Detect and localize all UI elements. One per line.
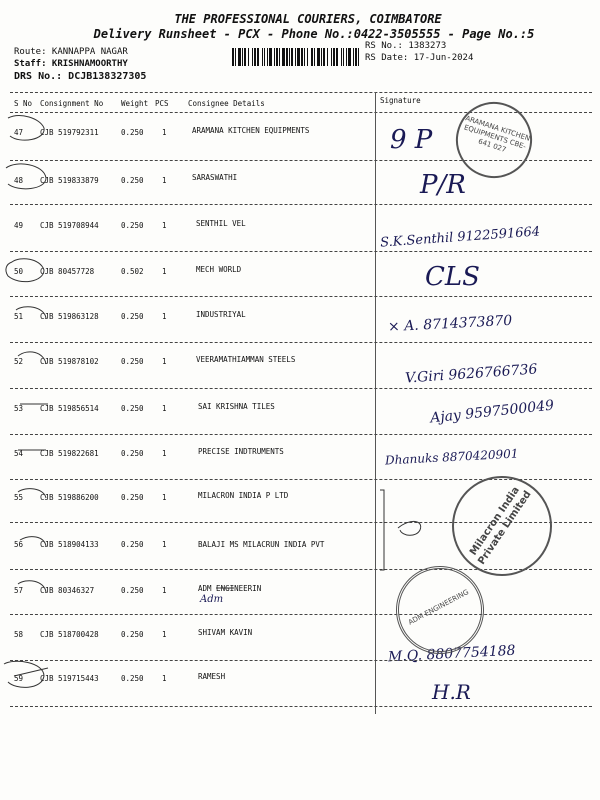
row-consignee: RAMESH [198, 672, 226, 681]
row-weight: 0.250 [121, 312, 144, 321]
row-consignee: VEERAMATHIAMMAN STEELS [196, 355, 296, 364]
row-sno: 52 [14, 357, 24, 366]
row-sno: 51 [14, 312, 24, 321]
row-consignment: CJB 80346327 [40, 586, 95, 595]
row-pcs: 1 [162, 404, 167, 413]
row-pcs: 1 [162, 221, 167, 230]
header-sno: S No [14, 99, 33, 108]
row-signature: P/R [420, 170, 466, 200]
drs-number: DRS No.: DCJB138327305 [14, 71, 147, 82]
row-consignee: INDUSTRIYAL [196, 310, 246, 319]
header-weight: Weight [121, 99, 149, 108]
row-sno: 56 [14, 540, 24, 549]
row-pcs: 1 [162, 449, 167, 458]
rs-date: RS Date: 17-Jun-2024 [365, 53, 474, 63]
row-pcs: 1 [162, 176, 167, 185]
row-pcs: 1 [162, 674, 167, 683]
row-consignee: SHIVAM KAVIN [198, 628, 253, 637]
row-pcs: 1 [162, 630, 167, 639]
runsheet-title: Delivery Runsheet - PCX - Phone No.:0422-3505555 - Page No.:5 [93, 27, 535, 41]
row-consignee: SAI KRISHNA TILES [198, 402, 275, 411]
row-sno: 57 [14, 586, 24, 595]
row-consignment: CJB 80457728 [40, 267, 95, 276]
row-consignment: CJB 519856514 [40, 404, 99, 413]
row-consignment: CJB 518700428 [40, 630, 99, 639]
row-signature: S.K.Senthil 9122591664 [379, 224, 541, 251]
rs-number: RS No.: 1383273 [365, 41, 447, 51]
row-weight: 0.250 [121, 493, 144, 502]
row-signature: H.R [432, 680, 471, 704]
row-signature: Ajay 9597500049 [429, 397, 555, 427]
row-consignment: CJB 519822681 [40, 449, 99, 458]
row-consignee: BALAJI MS MILACRUN INDIA PVT [198, 540, 325, 549]
row-sno: 58 [14, 630, 24, 639]
route-info: Route: KANNAPPA NAGAR [14, 47, 128, 57]
row-pcs: 1 [162, 128, 167, 137]
row-sno: 59 [14, 674, 24, 683]
row-consignment: CJB 519715443 [40, 674, 99, 683]
company-name: THE PROFESSIONAL COURIERS, COIMBATORE [174, 12, 442, 26]
aramana-stamp-text: ARAMANA KITCHEN EQUIPMENTS CBE-641 027 [462, 114, 532, 154]
row-weight: 0.250 [121, 128, 144, 137]
row-consignment: CJB 519886200 [40, 493, 99, 502]
row-weight: 0.250 [121, 586, 144, 595]
row-signature: M.Q. 8807754188 [387, 642, 516, 666]
row-consignment: CJB 519708944 [40, 221, 99, 230]
row-signature: Dhanuks 8870420901 [384, 446, 519, 468]
milacron-stamp-text: Milacron India Private Limited [468, 484, 534, 567]
row-signature: × A. 8714373870 [387, 312, 513, 336]
row-weight: 0.250 [121, 540, 144, 549]
row-pcs: 1 [162, 493, 167, 502]
row-pcs: 1 [162, 312, 167, 321]
row-consignee: PRECISE INDTRUMENTS [198, 447, 284, 456]
row-consignee: MILACRON INDIA P LTD [198, 491, 289, 500]
row-consignee: MECH WORLD [196, 265, 242, 274]
row-signature: 9 P [390, 125, 433, 155]
header-pcs: PCS [155, 99, 169, 108]
row-consignee: ARAMANA KITCHEN EQUIPMENTS [192, 126, 310, 135]
row-sno: 55 [14, 493, 24, 502]
header-consignment: Consignment No [40, 99, 104, 108]
row-sno: 54 [14, 449, 24, 458]
row-weight: 0.250 [121, 630, 144, 639]
row-pcs: 1 [162, 267, 167, 276]
row-weight: 0.250 [121, 449, 144, 458]
row-weight: 0.250 [121, 221, 144, 230]
row-sno: 49 [14, 221, 24, 230]
row-consignment: CJB 519792311 [40, 128, 99, 137]
consignee-note: Adm [200, 594, 224, 605]
row-signature: CLS [425, 262, 480, 292]
row-consignment: CJB 518904133 [40, 540, 99, 549]
row-weight: 0.502 [121, 267, 144, 276]
row-pcs: 1 [162, 540, 167, 549]
row-sno: 48 [14, 176, 24, 185]
row-consignee: SARASWATHI [192, 173, 238, 182]
row-consignee: ADM ENGINEERIN [198, 584, 262, 593]
row-sno: 47 [14, 128, 24, 137]
row-signature: V.Giri 9626766736 [404, 361, 538, 387]
row-consignee: SENTHIL VEL [196, 219, 246, 228]
row-weight: 0.250 [121, 404, 144, 413]
staff-info: Staff: KRISHNAMOORTHY [14, 59, 128, 69]
adm-stamp-text: ADM ENGINEERING [407, 588, 471, 627]
row-weight: 0.250 [121, 674, 144, 683]
row-consignment: CJB 519833879 [40, 176, 99, 185]
row-weight: 0.250 [121, 176, 144, 185]
row-consignment: CJB 519878102 [40, 357, 99, 366]
row-pcs: 1 [162, 586, 167, 595]
row-weight: 0.250 [121, 357, 144, 366]
row-sno: 53 [14, 404, 24, 413]
row-pcs: 1 [162, 357, 167, 366]
row-consignment: CJB 519863128 [40, 312, 99, 321]
row-sno: 50 [14, 267, 24, 276]
header-consignee: Consignee Details [188, 99, 265, 108]
header-signature: Signature [380, 96, 421, 105]
